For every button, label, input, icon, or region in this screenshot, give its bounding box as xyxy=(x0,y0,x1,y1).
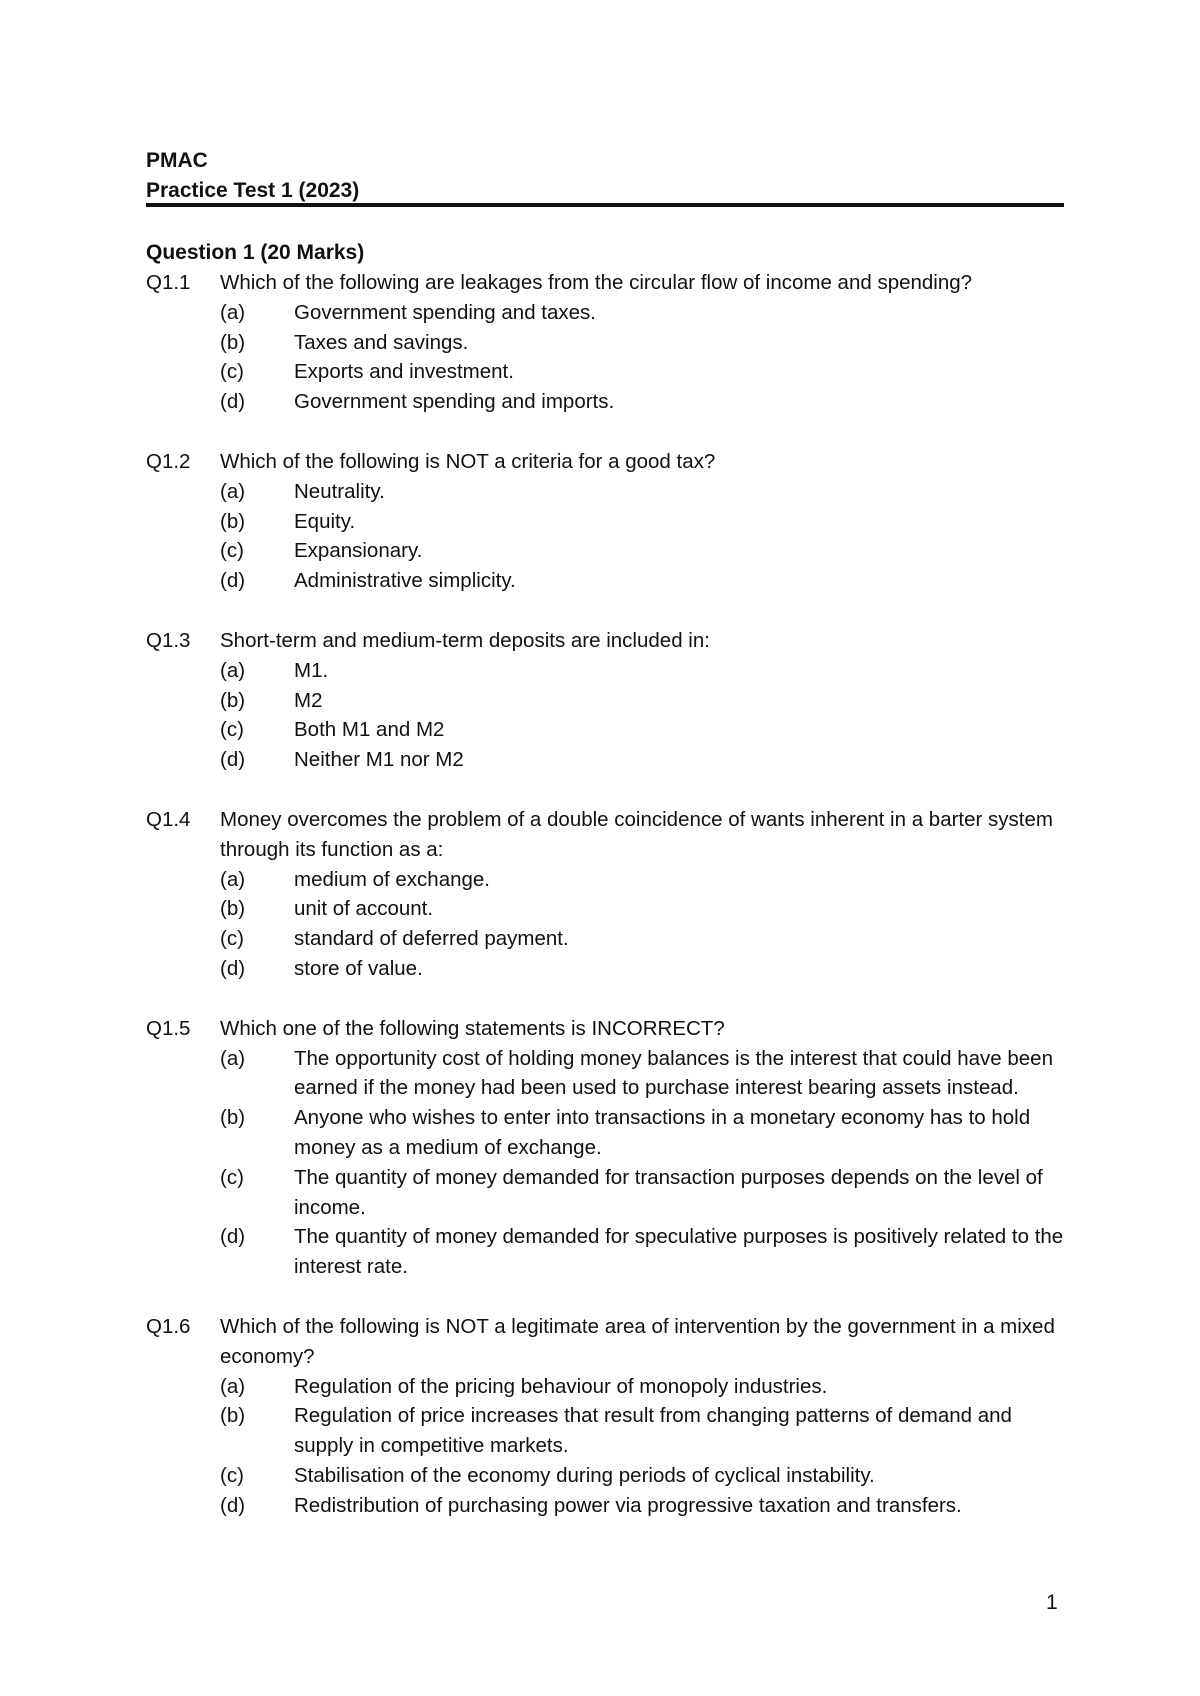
option-text: Expansionary. xyxy=(294,539,423,563)
question-stem xyxy=(146,447,1064,477)
question-number: Q1.4 xyxy=(146,807,191,831)
section-title: Question 1 (20 Marks) xyxy=(146,241,365,264)
option-letter: (c) xyxy=(220,360,244,384)
option-letter: (b) xyxy=(220,1404,246,1428)
answer-option xyxy=(146,566,1064,596)
option-letter: (a) xyxy=(220,658,246,682)
question-stem xyxy=(146,1014,1064,1044)
option-text: Government spending and imports. xyxy=(294,390,615,414)
answer-option xyxy=(146,536,1064,566)
option-text: medium of exchange. xyxy=(294,867,491,891)
question-text: Which of the following is NOT a legitimate area of intervention by the government in a mixed economy? xyxy=(220,1314,1055,1368)
answer-option xyxy=(146,745,1064,775)
question-number: Q1.5 xyxy=(146,1016,191,1040)
question-block xyxy=(146,805,1064,984)
option-text: The quantity of money demanded for speculative purposes is positively related to the interest rate. xyxy=(294,1225,1064,1279)
question-number: Q1.6 xyxy=(146,1314,191,1338)
header-divider xyxy=(146,203,1064,207)
option-letter: (d) xyxy=(220,1225,246,1249)
question-block xyxy=(146,1014,1064,1282)
question-stem xyxy=(146,626,1064,656)
question-block xyxy=(146,1312,1064,1521)
page-number: 1 xyxy=(1046,1591,1058,1614)
option-text: The quantity of money demanded for transaction purposes depends on the level of income. xyxy=(294,1165,1043,1219)
answer-option xyxy=(146,1044,1064,1104)
option-text: Administrative simplicity. xyxy=(294,569,516,593)
option-letter: (b) xyxy=(220,509,246,533)
document-header xyxy=(146,146,1064,206)
option-letter: (b) xyxy=(220,897,246,921)
option-letter: (b) xyxy=(220,330,246,354)
option-letter: (b) xyxy=(220,1106,246,1130)
answer-option xyxy=(146,387,1064,417)
answer-option xyxy=(146,715,1064,745)
answer-option xyxy=(146,1103,1064,1163)
option-text: store of value. xyxy=(294,956,423,980)
option-letter: (a) xyxy=(220,300,246,324)
option-text: Regulation of the pricing behaviour of monopoly industries. xyxy=(294,1374,828,1398)
answer-option xyxy=(146,1401,1064,1461)
option-letter: (a) xyxy=(220,1374,246,1398)
question-stem xyxy=(146,805,1064,865)
option-text: Exports and investment. xyxy=(294,360,514,384)
option-text: Equity. xyxy=(294,509,356,533)
option-text: standard of deferred payment. xyxy=(294,927,569,951)
option-letter: (b) xyxy=(220,688,246,712)
option-text: Taxes and savings. xyxy=(294,330,469,354)
option-text: Both M1 and M2 xyxy=(294,718,445,742)
option-letter: (d) xyxy=(220,1493,246,1517)
answer-option xyxy=(146,1491,1064,1521)
test-title: Practice Test 1 (2023) xyxy=(146,179,360,202)
answer-option xyxy=(146,894,1064,924)
option-letter: (d) xyxy=(220,569,246,593)
option-letter: (a) xyxy=(220,479,246,503)
option-letter: (d) xyxy=(220,956,246,980)
question-text: Which one of the following statements is INCORRECT? xyxy=(220,1016,725,1040)
option-text: Neither M1 nor M2 xyxy=(294,748,464,772)
answer-option xyxy=(146,1461,1064,1491)
option-text: Regulation of price increases that result from changing patterns of demand and supply in competitive markets. xyxy=(294,1404,1012,1458)
question-number: Q1.1 xyxy=(146,271,191,294)
answer-option xyxy=(146,656,1064,686)
answer-option xyxy=(146,357,1064,387)
question-block xyxy=(146,268,1064,417)
option-letter: (c) xyxy=(220,718,244,742)
option-text: Government spending and taxes. xyxy=(294,300,596,324)
option-letter: (d) xyxy=(220,390,246,414)
question-block xyxy=(146,626,1064,775)
answer-option xyxy=(146,298,1064,328)
answer-option xyxy=(146,507,1064,537)
answer-option xyxy=(146,477,1064,507)
option-letter: (a) xyxy=(220,1046,246,1070)
answer-option xyxy=(146,686,1064,716)
option-text: M1. xyxy=(294,658,329,682)
answer-option xyxy=(146,924,1064,954)
answer-option xyxy=(146,1372,1064,1402)
question-text: Which of the following are leakages from the circular flow of income and spending? xyxy=(220,271,973,294)
option-text: M2 xyxy=(294,688,323,712)
option-letter: (a) xyxy=(220,867,246,891)
option-letter: (c) xyxy=(220,1165,244,1189)
question-text: Which of the following is NOT a criteria for a good tax? xyxy=(220,449,716,473)
option-text: unit of account. xyxy=(294,897,434,921)
answer-option xyxy=(146,328,1064,358)
option-letter: (d) xyxy=(220,748,246,772)
option-letter: (c) xyxy=(220,1463,244,1487)
option-letter: (c) xyxy=(220,927,244,951)
option-letter: (c) xyxy=(220,539,244,563)
question-number: Q1.3 xyxy=(146,628,191,652)
answer-option xyxy=(146,865,1064,895)
course-code: PMAC xyxy=(146,149,208,172)
option-text: The opportunity cost of holding money balances is the interest that could have been earned if the money had been used to purchase interest bearing assets instead. xyxy=(294,1046,1053,1100)
question-number: Q1.2 xyxy=(146,449,191,473)
option-text: Neutrality. xyxy=(294,479,385,503)
answer-option xyxy=(146,954,1064,984)
question-text: Short-term and medium-term deposits are included in: xyxy=(220,628,710,652)
question-block xyxy=(146,447,1064,596)
answer-option xyxy=(146,1222,1064,1282)
question-section xyxy=(146,238,1064,1520)
question-text: Money overcomes the problem of a double coincidence of wants inherent in a barter system through its function as a: xyxy=(220,807,1053,861)
question-list xyxy=(146,268,1064,1520)
answer-option xyxy=(146,1163,1064,1223)
option-text: Redistribution of purchasing power via progressive taxation and transfers. xyxy=(294,1493,962,1517)
question-stem xyxy=(146,1312,1064,1372)
option-text: Stabilisation of the economy during periods of cyclical instability. xyxy=(294,1463,875,1487)
question-stem xyxy=(146,268,1064,298)
option-text: Anyone who wishes to enter into transactions in a monetary economy has to hold money as a medium of exchange. xyxy=(294,1106,1031,1159)
